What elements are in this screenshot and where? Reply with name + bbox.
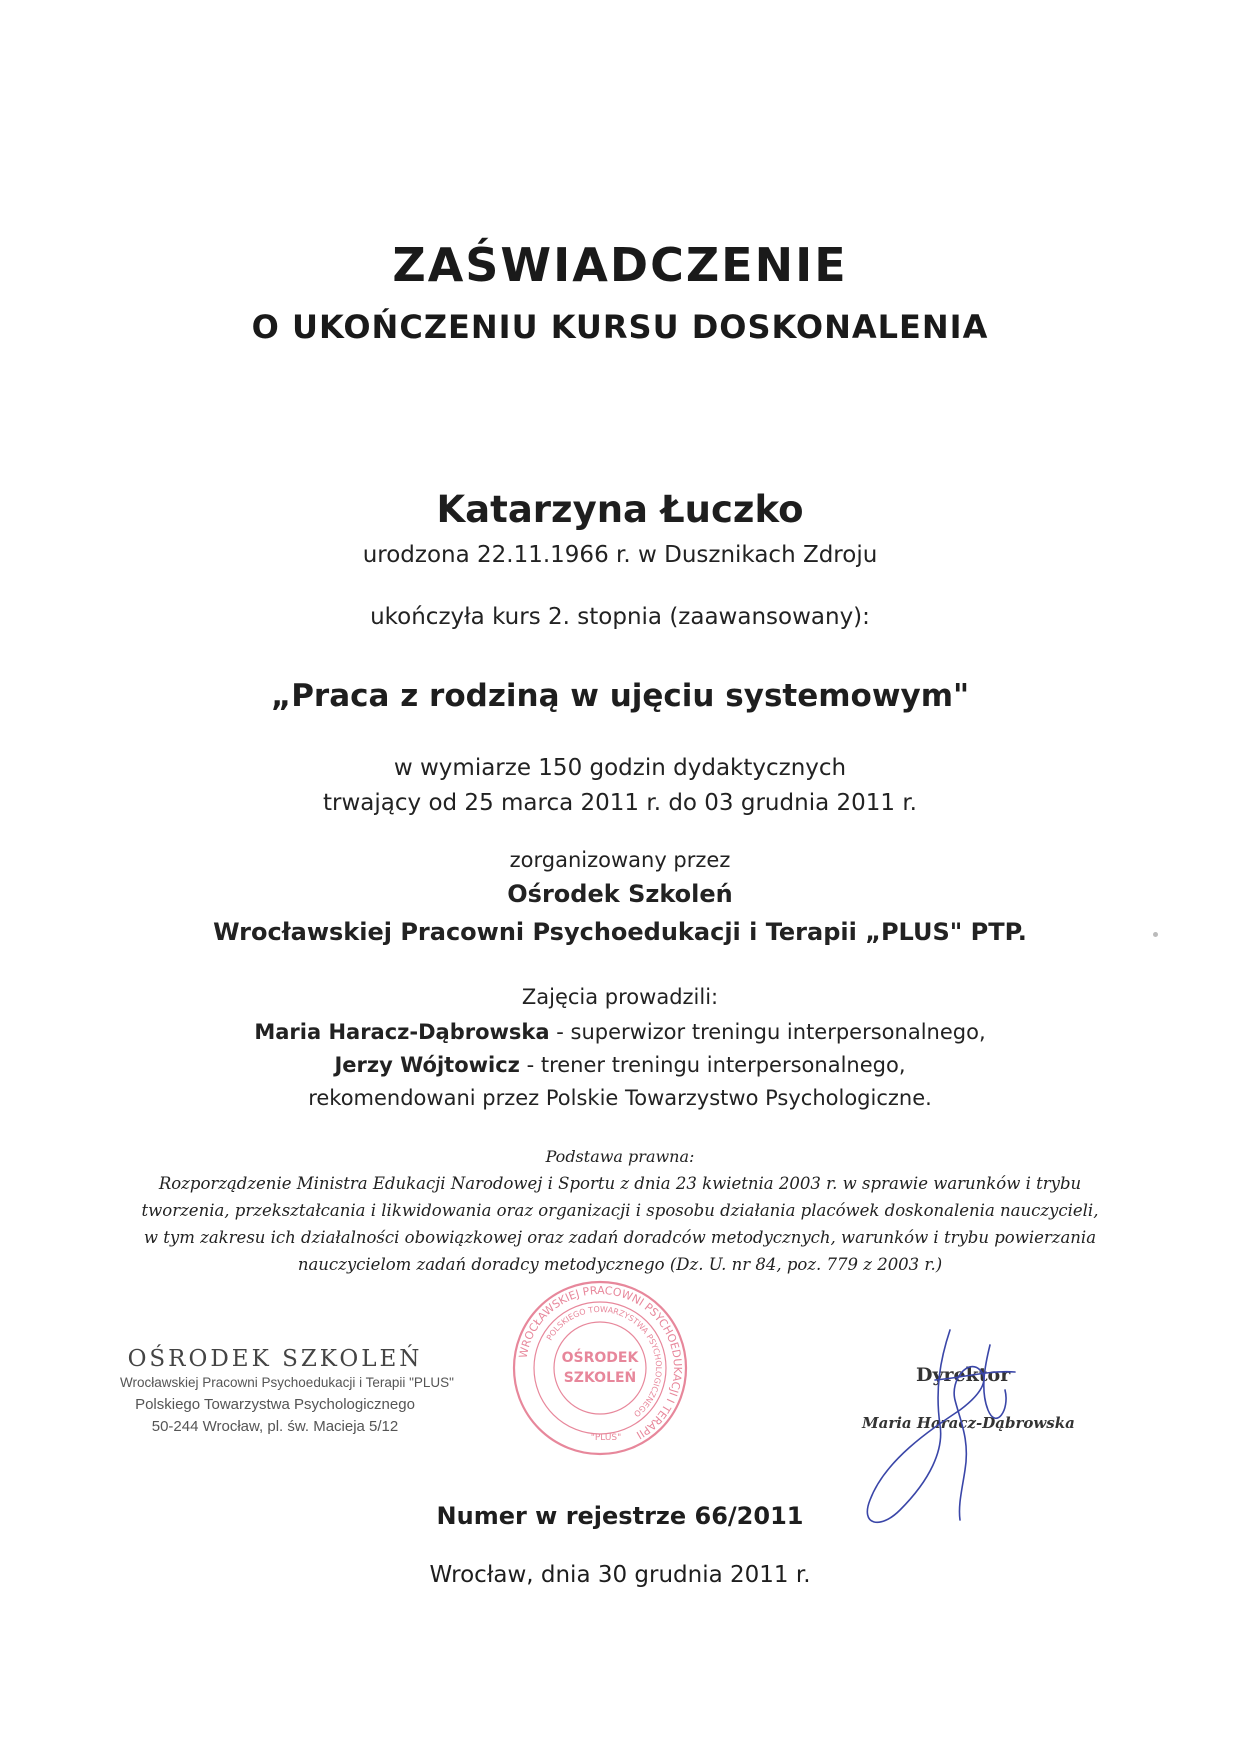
institution-stamp-line: Wrocławskiej Pracowni Psychoedukacji i Terapii "PLUS": [120, 1375, 454, 1390]
scan-speck: [1153, 932, 1158, 937]
organizer-name: Ośrodek Szkoleń: [507, 880, 733, 908]
recommendation: rekomendowani przez Polskie Towarzystwo Psychologiczne.: [308, 1086, 932, 1110]
seal-center-line-2: SZKOLEŃ: [563, 1370, 637, 1386]
seal-ring-outer-text: WROCŁAWSKIEJ PRACOWNI PSYCHOEDUKACJI I TERAPII: [516, 1283, 685, 1442]
birth-info: urodzona 22.11.1966 r. w Dusznikach Zdroju: [362, 542, 878, 568]
completion-info: ukończyła kurs 2. stopnia (zaawansowany):: [370, 604, 870, 630]
register-number: Numer w rejestrze 66/2011: [436, 1502, 804, 1530]
legal-line: Rozporządzenie Ministra Edukacji Narodowej i Sportu z dnia 23 kwietnia 2003 r. w sprawie warunków i trybu: [158, 1174, 1082, 1193]
organizer-full-name: Wrocławskiej Pracowni Psychoedukacji i Terapii „PLUS" PTP.: [213, 918, 1027, 946]
instructor-2-name: Jerzy Wójtowicz: [334, 1053, 520, 1077]
course-duration: trwający od 25 marca 2011 r. do 03 grudnia 2011 r.: [323, 790, 917, 816]
instructor-1-name: Maria Haracz-Dąbrowska: [254, 1020, 550, 1044]
instructor-2-role: - trener treningu interpersonalnego,: [519, 1053, 906, 1077]
document-subtitle: O UKOŃCZENIU KURSU DOSKONALENIA: [251, 308, 989, 346]
legal-heading: Podstawa prawna:: [545, 1147, 695, 1166]
course-title: „Praca z rodziną w ujęciu systemowym": [270, 678, 970, 714]
director-title: Dyrektor: [916, 1364, 1011, 1386]
instructor-2: [0, 1053, 1240, 1077]
instructor-1-role: - superwizor treningu interpersonalnego,: [549, 1020, 986, 1044]
instructors-intro: Zajęcia prowadzili:: [521, 985, 719, 1009]
seal-ring-inner-text: POLSKIEGO TOWARZYSTWA PSYCHOLOGICZNEGO: [544, 1304, 664, 1419]
institution-stamp: [120, 1346, 454, 1438]
legal-line: tworzenia, przekształcania i likwidowania oraz organizacji i sposobu działania placówek doskonalenia nauczycieli,: [141, 1201, 1099, 1220]
legal-line: w tym zakresu ich działalności obowiązkowej oraz zadań doradców metodycznych, warunków i trybu powierzania: [143, 1228, 1097, 1247]
instructor-1: [0, 1020, 1240, 1044]
director-name: Maria Haracz-Dąbrowska: [862, 1414, 1075, 1432]
place-and-date: Wrocław, dnia 30 grudnia 2011 r.: [429, 1562, 811, 1588]
seal-center-line-1: OŚRODEK: [561, 1350, 639, 1366]
document-title: ZAŚWIADCZENIE: [392, 238, 848, 292]
organizer-intro: zorganizowany przez: [509, 848, 731, 872]
course-hours: w wymiarze 150 godzin dydaktycznych: [393, 755, 847, 781]
institution-stamp-title: OŚRODEK SZKOLEŃ: [127, 1346, 423, 1372]
recipient-name: Katarzyna Łuczko: [436, 488, 804, 531]
institution-stamp-line: 50-244 Wrocław, pl. św. Macieja 5/12: [151, 1418, 399, 1435]
institution-stamp-line: Polskiego Towarzystwa Psychologicznego: [135, 1396, 415, 1413]
legal-line: nauczycielom zadań doradcy metodycznego (Dz. U. nr 84, poz. 779 z 2003 r.): [297, 1255, 943, 1274]
seal-bottom-text: "PLUS": [590, 1433, 622, 1443]
round-seal: [510, 1278, 690, 1458]
